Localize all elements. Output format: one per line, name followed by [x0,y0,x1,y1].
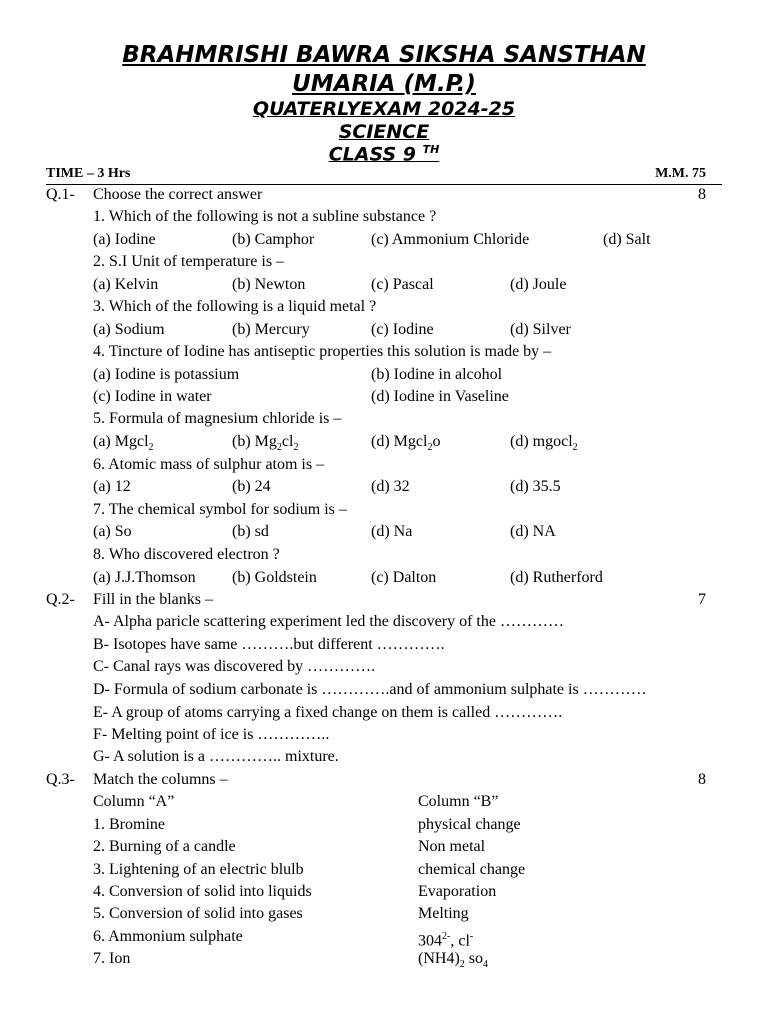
column-b-item: Non metal [418,838,486,855]
q2-blank-g: G- A solution is a ………….. mixture. [93,748,339,765]
q2-title: Fill in the blanks – [93,591,213,608]
q1-item3-option-b: (b) Mercury [232,321,310,338]
school-name-line2: UMARIA (M.P.) [292,71,476,97]
q1-item6-option-d: (d) 35.5 [510,478,561,495]
q1-item2-option-b: (b) Newton [232,276,306,293]
q1-item8-option-a: (a) J.J.Thomson [93,569,196,586]
q1-item1-option-b: (b) Camphor [232,231,315,248]
column-a-heading: Column “A” [93,793,175,810]
q1-item6-option-a: (a) 12 [93,478,131,495]
q1-item7-option-d: (d) NA [510,523,556,540]
q1-number: Q.1- [46,186,75,203]
column-a-item: 1. Bromine [93,816,165,833]
q3-marks: 8 [698,771,706,788]
q1-item5-question: 5. Formula of magnesium chloride is – [93,410,342,427]
q1-item1-option-d: (d) Salt [603,231,651,248]
q1-item8-option-d: (d) Rutherford [510,569,603,586]
q1-item4-question: 4. Tincture of Iodine has antiseptic properties this solution is made by – [93,343,552,360]
class-text: CLASS 9 [328,143,416,166]
q1-item7-option-c: (d) Na [371,523,413,540]
q1-item7-option-b: (b) sd [232,523,269,540]
q3-title: Match the columns – [93,771,228,788]
q1-item7-option-a: (a) So [93,523,132,540]
q1-item4-option-b: (b) Iodine in alcohol [371,366,503,383]
q2-number: Q.2- [46,591,75,608]
q2-blank-d: D- Formula of sodium carbonate is ………….and of ammonium sulphate is ………… [93,681,647,698]
q1-item3-question: 3. Which of the following is a liquid metal ? [93,298,377,315]
subject-title: SCIENCE [338,121,430,143]
q1-item6-question: 6. Atomic mass of sulphur atom is – [93,456,325,473]
q1-item8-option-b: (b) Goldstein [232,569,317,586]
q1-item8-question: 8. Who discovered electron ? [93,546,280,563]
q1-item4-option-d: (d) Iodine in Vaseline [371,388,509,405]
column-a-item: 3. Lightening of an electric blulb [93,861,304,878]
column-b-item: $(NH4)_2$ $so_4$ [418,950,488,971]
q1-item2-option-c: (c) Pascal [371,276,434,293]
q1-item3-option-d: (d) Silver [510,321,571,338]
q1-item4-option-c: (c) Iodine in water [93,388,212,405]
q1-item5-option-b: (b) $Mg_2cl_2$ [232,433,299,454]
q1-item4-option-a: (a) Iodine is potassium [93,366,240,383]
maximum-marks: M.M. 75 [655,166,706,181]
q2-blank-c: C- Canal rays was discovered by …………. [93,658,376,675]
q1-title: Choose the correct answer [93,186,263,203]
q1-item8-option-c: (c) Dalton [371,569,437,586]
column-a-item: 5. Conversion of solid into gases [93,905,303,922]
q1-item2-question: 2. S.I Unit of temperature is – [93,253,285,270]
column-a-item: 6. Ammonium sulphate [93,928,243,945]
q1-item3-option-a: (a) Sodium [93,321,165,338]
time-allowed: TIME – 3 Hrs [46,166,131,181]
q1-item1-option-a: (a) Iodine [93,231,156,248]
q2-blank-b: B- Isotopes have same ……….but different …………. [93,636,445,653]
column-a-item: 2. Burning of a candle [93,838,236,855]
column-b-heading: Column “B” [418,793,499,810]
q1-item7-question: 7. The chemical symbol for sodium is – [93,501,347,518]
class-suffix: TH [422,143,440,156]
q1-item5-option-d: (d) mgocl$_2$ [510,433,578,454]
q1-item1-question: 1. Which of the following is not a subline substance ? [93,208,437,225]
q1-item5-option-a: (a) Mgcl$_2$ [93,433,154,454]
q2-blank-e: E- A group of atoms carrying a fixed change on them is called …………. [93,704,563,721]
column-b-item: physical change [418,816,521,833]
q1-item5-option-c: (d) Mgcl$_2$o [371,433,441,454]
q1-marks: 8 [698,186,706,203]
q1-item1-option-c: (c) Ammonium Chloride [371,231,530,248]
q1-item6-option-b: (b) 24 [232,478,271,495]
q1-item2-option-d: (d) Joule [510,276,567,293]
column-b-item: $304^{2-}$, cl- [418,931,474,950]
q2-marks: 7 [698,591,706,608]
q2-blank-f: F- Melting point of ice is ………….. [93,726,330,743]
q1-item3-option-c: (c) Iodine [371,321,434,338]
column-a-item: 7. Ion [93,950,131,967]
column-b-item: Melting [418,905,469,922]
q1-item2-option-a: (a) Kelvin [93,276,159,293]
class-title [0,143,768,165]
time-marks-line [46,166,722,185]
q3-number: Q.3- [46,771,75,788]
q2-blank-a: A- Alpha paricle scattering experiment led the discovery of the ………… [93,613,564,630]
exam-title: QUATERLYEXAM 2024-25 [252,98,516,120]
q1-item6-option-c: (d) 32 [371,478,410,495]
column-a-item: 4. Conversion of solid into liquids [93,883,312,900]
school-name-line1: BRAHMRISHI BAWRA SIKSHA SANSTHAN [122,42,646,68]
column-b-item: Evaporation [418,883,497,900]
column-b-item: chemical change [418,861,526,878]
